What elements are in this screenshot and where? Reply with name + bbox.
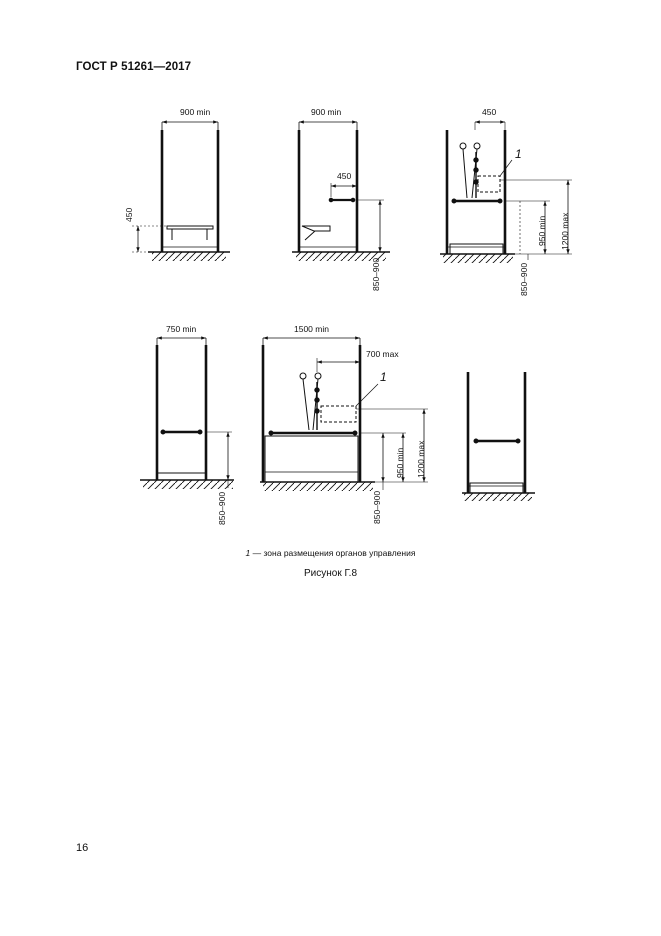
- dim-c-bar-height: 850–900: [519, 262, 529, 296]
- figure-legend: [0, 548, 661, 558]
- drawing-c: [440, 122, 572, 263]
- legend-number: 1: [245, 548, 251, 558]
- dim-b-width: 900 min: [311, 107, 342, 117]
- dim-a-width: 900 min: [180, 107, 211, 117]
- dim-b-bar-height: 850–900: [371, 257, 381, 291]
- dim-c-offset: 450: [482, 107, 497, 117]
- legend-text: — зона размещения органов управления: [250, 548, 416, 558]
- document-header: ГОСТ Р 51261—2017: [76, 61, 192, 73]
- callout-e: 1: [380, 370, 387, 384]
- dim-d-bar-height: 850–900: [217, 491, 227, 525]
- dim-e-bar-height: 850–900: [372, 490, 382, 524]
- dim-e-width: 1500 min: [294, 324, 329, 334]
- dim-d-width: 750 min: [166, 324, 197, 334]
- drawing-d: [140, 338, 234, 489]
- drawing-b: [292, 122, 390, 261]
- dim-c-max: 1200 max: [560, 212, 570, 250]
- page-number: 16: [76, 842, 89, 854]
- dim-e-max: 1200 max: [416, 440, 426, 478]
- drawing-f: [462, 372, 535, 501]
- callout-c: 1: [515, 147, 522, 161]
- dim-b-bar-length: 450: [337, 171, 352, 181]
- figure-caption: Рисунок Г.8: [303, 568, 358, 579]
- drawing-a: [132, 122, 230, 261]
- dim-e-offset: 700 max: [366, 349, 399, 359]
- dim-a-seat-height: 450: [124, 207, 134, 222]
- dim-e-min: 950 min: [395, 447, 405, 478]
- dim-c-min: 950 min: [537, 215, 547, 246]
